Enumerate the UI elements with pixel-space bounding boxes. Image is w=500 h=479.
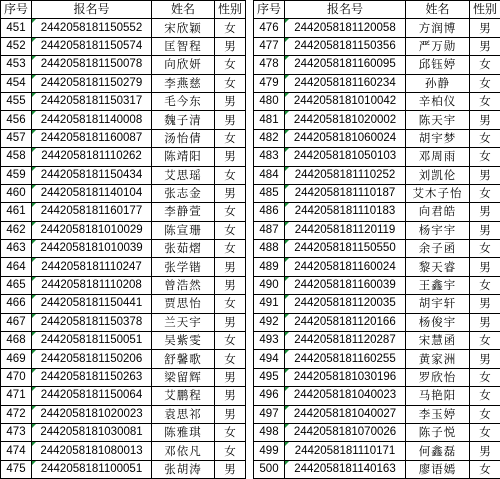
cell-seq: 495 <box>254 368 285 386</box>
cell-seq: 459 <box>1 166 32 184</box>
cell-name: 舒馨歌 <box>152 350 215 368</box>
cell-name: 邓周雨 <box>406 148 470 166</box>
table-row <box>1 368 246 386</box>
cell-gender: 女 <box>470 148 500 166</box>
cell-name: 匡智程 <box>152 37 215 55</box>
cell-name: 张志金 <box>152 184 215 202</box>
cell-name: 汤怡倩 <box>152 129 215 147</box>
cell-seq: 464 <box>1 258 32 276</box>
cell-seq: 469 <box>1 350 32 368</box>
cell-registration-id: 2442058181160024 <box>285 258 406 276</box>
cell-gender: 女 <box>215 442 246 460</box>
cell-registration-id: 2442058181140104 <box>32 184 152 202</box>
cell-gender: 女 <box>470 423 500 441</box>
cell-registration-id: 2442058181010039 <box>32 240 152 258</box>
roster-table-right <box>253 0 500 479</box>
cell-name: 袁思祁 <box>152 405 215 423</box>
cell-name: 李玉婷 <box>406 405 470 423</box>
cell-registration-id: 2442058181030081 <box>32 423 152 441</box>
cell-name: 邓依凡 <box>152 442 215 460</box>
cell-registration-id: 2442058181140008 <box>32 111 152 129</box>
table-row <box>254 111 500 129</box>
cell-gender: 女 <box>470 276 500 294</box>
table-row <box>1 148 246 166</box>
cell-gender: 女 <box>470 74 500 92</box>
cell-name: 李静萱 <box>152 203 215 221</box>
cell-gender: 女 <box>470 184 500 202</box>
cell-registration-id: 2442058181110171 <box>285 442 406 460</box>
table-row <box>254 295 500 313</box>
cell-registration-id: 2442058181040023 <box>285 387 406 405</box>
table-row <box>254 148 500 166</box>
cell-seq: 474 <box>1 442 32 460</box>
table-row <box>1 460 246 478</box>
cell-name: 陈靖阳 <box>152 148 215 166</box>
table-row <box>1 442 246 460</box>
roster-table-left <box>0 0 246 479</box>
cell-gender: 男 <box>470 350 500 368</box>
table-row <box>254 203 500 221</box>
cell-seq: 456 <box>1 111 32 129</box>
cell-seq: 482 <box>254 129 285 147</box>
cell-gender: 女 <box>215 74 246 92</box>
table-row <box>1 184 246 202</box>
table-row <box>254 276 500 294</box>
table-row <box>254 460 500 478</box>
cell-registration-id: 2442058181110208 <box>32 276 152 294</box>
cell-name: 张茹熠 <box>152 240 215 258</box>
cell-seq: 452 <box>1 37 32 55</box>
cell-name: 严万勋 <box>406 37 470 55</box>
cell-gender: 男 <box>470 221 500 239</box>
cell-registration-id: 2442058181030196 <box>285 368 406 386</box>
cell-gender: 男 <box>215 387 246 405</box>
cell-registration-id: 2442058181100051 <box>32 460 152 478</box>
cell-registration-id: 2442058181150378 <box>32 313 152 331</box>
cell-gender: 男 <box>215 368 246 386</box>
cell-name: 梁留辉 <box>152 368 215 386</box>
cell-gender: 男 <box>215 276 246 294</box>
table-row <box>1 56 246 74</box>
table-row <box>254 74 500 92</box>
table-row <box>1 203 246 221</box>
header-id: 报名号 <box>285 1 406 19</box>
cell-registration-id: 2442058181150279 <box>32 74 152 92</box>
cell-gender: 男 <box>470 313 500 331</box>
cell-seq: 475 <box>1 460 32 478</box>
cell-name: 邱钰婷 <box>406 56 470 74</box>
cell-seq: 455 <box>1 92 32 110</box>
cell-seq: 481 <box>254 111 285 129</box>
table-row <box>254 332 500 350</box>
cell-name: 杨俊宇 <box>406 313 470 331</box>
table-row <box>1 350 246 368</box>
table-row <box>1 276 246 294</box>
cell-seq: 466 <box>1 295 32 313</box>
header-gender: 性别 <box>215 1 246 19</box>
table-row <box>254 129 500 147</box>
cell-name: 艾鹏程 <box>152 387 215 405</box>
header-id: 报名号 <box>32 1 152 19</box>
table-row <box>254 405 500 423</box>
cell-seq: 453 <box>1 56 32 74</box>
table-row <box>1 129 246 147</box>
table-row <box>1 423 246 441</box>
cell-registration-id: 2442058181140163 <box>285 460 406 478</box>
cell-registration-id: 2442058181120166 <box>285 313 406 331</box>
table-row <box>1 258 246 276</box>
cell-name: 兰天宇 <box>152 313 215 331</box>
cell-name: 马艳阳 <box>406 387 470 405</box>
cell-seq: 457 <box>1 129 32 147</box>
table-row <box>1 37 246 55</box>
cell-name: 廖语嫣 <box>406 460 470 478</box>
cell-seq: 468 <box>1 332 32 350</box>
cell-seq: 491 <box>254 295 285 313</box>
table-row <box>1 19 246 37</box>
cell-seq: 498 <box>254 423 285 441</box>
cell-seq: 476 <box>254 19 285 37</box>
cell-name: 胡宇轩 <box>406 295 470 313</box>
cell-name: 毛今东 <box>152 92 215 110</box>
cell-seq: 483 <box>254 148 285 166</box>
cell-seq: 494 <box>254 350 285 368</box>
cell-name: 吴紫雯 <box>152 332 215 350</box>
table-row <box>1 295 246 313</box>
cell-registration-id: 2442058181120119 <box>285 221 406 239</box>
cell-name: 向欣妍 <box>152 56 215 74</box>
cell-seq: 484 <box>254 166 285 184</box>
cell-name: 陈天宇 <box>406 111 470 129</box>
table-row <box>254 184 500 202</box>
table-row <box>254 368 500 386</box>
cell-seq: 461 <box>1 203 32 221</box>
cell-seq: 488 <box>254 240 285 258</box>
header-row <box>1 1 246 19</box>
cell-registration-id: 2442058181150317 <box>32 92 152 110</box>
table-row <box>1 240 246 258</box>
cell-registration-id: 2442058181150356 <box>285 37 406 55</box>
cell-gender: 女 <box>470 368 500 386</box>
cell-gender: 女 <box>215 19 246 37</box>
cell-registration-id: 2442058181110262 <box>32 148 152 166</box>
cell-gender: 女 <box>215 221 246 239</box>
cell-name: 艾木子怡 <box>406 184 470 202</box>
cell-name: 罗欣怡 <box>406 368 470 386</box>
table-row <box>1 313 246 331</box>
cell-seq: 465 <box>1 276 32 294</box>
cell-registration-id: 2442058181160087 <box>32 129 152 147</box>
header-name: 姓名 <box>406 1 470 19</box>
cell-gender: 男 <box>215 111 246 129</box>
cell-seq: 462 <box>1 221 32 239</box>
table-row <box>254 19 500 37</box>
cell-gender: 女 <box>470 332 500 350</box>
cell-gender: 女 <box>215 166 246 184</box>
table-row <box>254 37 500 55</box>
cell-name: 陈雅琪 <box>152 423 215 441</box>
cell-seq: 490 <box>254 276 285 294</box>
cell-gender: 女 <box>470 460 500 478</box>
table-row <box>254 56 500 74</box>
table-row <box>254 387 500 405</box>
table-row <box>1 111 246 129</box>
cell-registration-id: 2442058181050103 <box>285 148 406 166</box>
cell-name: 艾思瑶 <box>152 166 215 184</box>
table-row <box>254 442 500 460</box>
cell-seq: 487 <box>254 221 285 239</box>
cell-seq: 463 <box>1 240 32 258</box>
cell-registration-id: 2442058181150206 <box>32 350 152 368</box>
cell-registration-id: 2442058181120035 <box>285 295 406 313</box>
cell-gender: 女 <box>470 129 500 147</box>
cell-registration-id: 2442058181080013 <box>32 442 152 460</box>
header-seq: 序号 <box>1 1 32 19</box>
cell-name: 何鑫磊 <box>406 442 470 460</box>
cell-seq: 497 <box>254 405 285 423</box>
cell-registration-id: 2442058181160255 <box>285 350 406 368</box>
table-row <box>1 166 246 184</box>
cell-seq: 496 <box>254 387 285 405</box>
cell-registration-id: 2442058181120058 <box>285 19 406 37</box>
cell-gender: 男 <box>470 166 500 184</box>
cell-gender: 女 <box>470 56 500 74</box>
cell-seq: 478 <box>254 56 285 74</box>
table-row <box>254 313 500 331</box>
cell-registration-id: 2442058181150550 <box>285 240 406 258</box>
cell-seq: 485 <box>254 184 285 202</box>
cell-registration-id: 2442058181160177 <box>32 203 152 221</box>
cell-seq: 470 <box>1 368 32 386</box>
cell-seq: 451 <box>1 19 32 37</box>
cell-seq: 492 <box>254 313 285 331</box>
cell-registration-id: 2442058181160095 <box>285 56 406 74</box>
table-row <box>254 423 500 441</box>
cell-seq: 454 <box>1 74 32 92</box>
cell-seq: 471 <box>1 387 32 405</box>
cell-name: 陈子悦 <box>406 423 470 441</box>
cell-registration-id: 2442058181150441 <box>32 295 152 313</box>
cell-registration-id: 2442058181070026 <box>285 423 406 441</box>
table-row <box>1 92 246 110</box>
cell-seq: 486 <box>254 203 285 221</box>
cell-name: 孙静 <box>406 74 470 92</box>
table-row <box>1 221 246 239</box>
cell-name: 辛柏仪 <box>406 92 470 110</box>
table-row <box>1 74 246 92</box>
cell-seq: 460 <box>1 184 32 202</box>
header-row <box>254 1 500 19</box>
cell-registration-id: 2442058181150434 <box>32 166 152 184</box>
cell-seq: 480 <box>254 92 285 110</box>
cell-gender: 女 <box>215 295 246 313</box>
cell-registration-id: 2442058181020002 <box>285 111 406 129</box>
table-row <box>254 166 500 184</box>
cell-gender: 女 <box>470 92 500 110</box>
cell-seq: 489 <box>254 258 285 276</box>
table-row <box>254 258 500 276</box>
header-name: 姓名 <box>152 1 215 19</box>
cell-seq: 493 <box>254 332 285 350</box>
cell-gender: 男 <box>470 258 500 276</box>
table-row <box>254 240 500 258</box>
cell-registration-id: 2442058181150051 <box>32 332 152 350</box>
cell-registration-id: 2442058181010029 <box>32 221 152 239</box>
cell-seq: 458 <box>1 148 32 166</box>
cell-gender: 男 <box>215 460 246 478</box>
table-row <box>1 332 246 350</box>
cell-registration-id: 2442058181150078 <box>32 56 152 74</box>
cell-gender: 女 <box>215 332 246 350</box>
cell-name: 余子函 <box>406 240 470 258</box>
cell-gender: 男 <box>215 148 246 166</box>
cell-gender: 男 <box>470 295 500 313</box>
cell-gender: 男 <box>215 258 246 276</box>
cell-seq: 479 <box>254 74 285 92</box>
cell-name: 黄家洲 <box>406 350 470 368</box>
header-seq: 序号 <box>254 1 285 19</box>
cell-registration-id: 2442058181150263 <box>32 368 152 386</box>
cell-gender: 女 <box>215 56 246 74</box>
cell-registration-id: 2442058181110183 <box>285 203 406 221</box>
cell-name: 黎天睿 <box>406 258 470 276</box>
cell-gender: 男 <box>470 19 500 37</box>
cell-registration-id: 2442058181020023 <box>32 405 152 423</box>
cell-registration-id: 2442058181060024 <box>285 129 406 147</box>
cell-name: 张学锴 <box>152 258 215 276</box>
cell-registration-id: 2442058181110252 <box>285 166 406 184</box>
cell-name: 向君皓 <box>406 203 470 221</box>
cell-registration-id: 2442058181160039 <box>285 276 406 294</box>
cell-registration-id: 2442058181010042 <box>285 92 406 110</box>
cell-gender: 男 <box>215 37 246 55</box>
table-row <box>1 405 246 423</box>
cell-seq: 467 <box>1 313 32 331</box>
cell-gender: 女 <box>215 129 246 147</box>
cell-registration-id: 2442058181040027 <box>285 405 406 423</box>
cell-gender: 女 <box>215 350 246 368</box>
cell-registration-id: 2442058181150064 <box>32 387 152 405</box>
cell-name: 陈宣珊 <box>152 221 215 239</box>
table-row <box>254 92 500 110</box>
cell-gender: 男 <box>215 405 246 423</box>
cell-gender: 女 <box>470 405 500 423</box>
cell-gender: 男 <box>470 111 500 129</box>
cell-gender: 男 <box>470 203 500 221</box>
cell-name: 宋慧函 <box>406 332 470 350</box>
cell-seq: 500 <box>254 460 285 478</box>
cell-name: 曾浩然 <box>152 276 215 294</box>
table-row <box>1 387 246 405</box>
cell-name: 李燕慈 <box>152 74 215 92</box>
cell-gender: 女 <box>215 203 246 221</box>
cell-name: 魏子清 <box>152 111 215 129</box>
cell-name: 王鑫宇 <box>406 276 470 294</box>
cell-gender: 男 <box>215 92 246 110</box>
cell-gender: 男 <box>470 37 500 55</box>
cell-gender: 男 <box>215 313 246 331</box>
cell-gender: 女 <box>215 423 246 441</box>
table-row <box>254 350 500 368</box>
cell-seq: 477 <box>254 37 285 55</box>
cell-gender: 男 <box>215 184 246 202</box>
cell-registration-id: 2442058181150574 <box>32 37 152 55</box>
cell-registration-id: 2442058181110187 <box>285 184 406 202</box>
cell-gender: 女 <box>470 387 500 405</box>
cell-registration-id: 2442058181150552 <box>32 19 152 37</box>
cell-seq: 472 <box>1 405 32 423</box>
cell-name: 方润博 <box>406 19 470 37</box>
cell-registration-id: 2442058181160234 <box>285 74 406 92</box>
cell-name: 张胡涛 <box>152 460 215 478</box>
cell-registration-id: 2442058181120287 <box>285 332 406 350</box>
cell-seq: 499 <box>254 442 285 460</box>
cell-registration-id: 2442058181110247 <box>32 258 152 276</box>
cell-name: 胡宇梦 <box>406 129 470 147</box>
cell-name: 宋欣颖 <box>152 19 215 37</box>
cell-gender: 男 <box>470 442 500 460</box>
cell-seq: 473 <box>1 423 32 441</box>
cell-name: 贾思怡 <box>152 295 215 313</box>
cell-name: 杨宇宇 <box>406 221 470 239</box>
table-row <box>254 221 500 239</box>
cell-gender: 女 <box>470 240 500 258</box>
cell-name: 刘凯伦 <box>406 166 470 184</box>
header-gender: 性别 <box>470 1 500 19</box>
cell-gender: 女 <box>215 240 246 258</box>
